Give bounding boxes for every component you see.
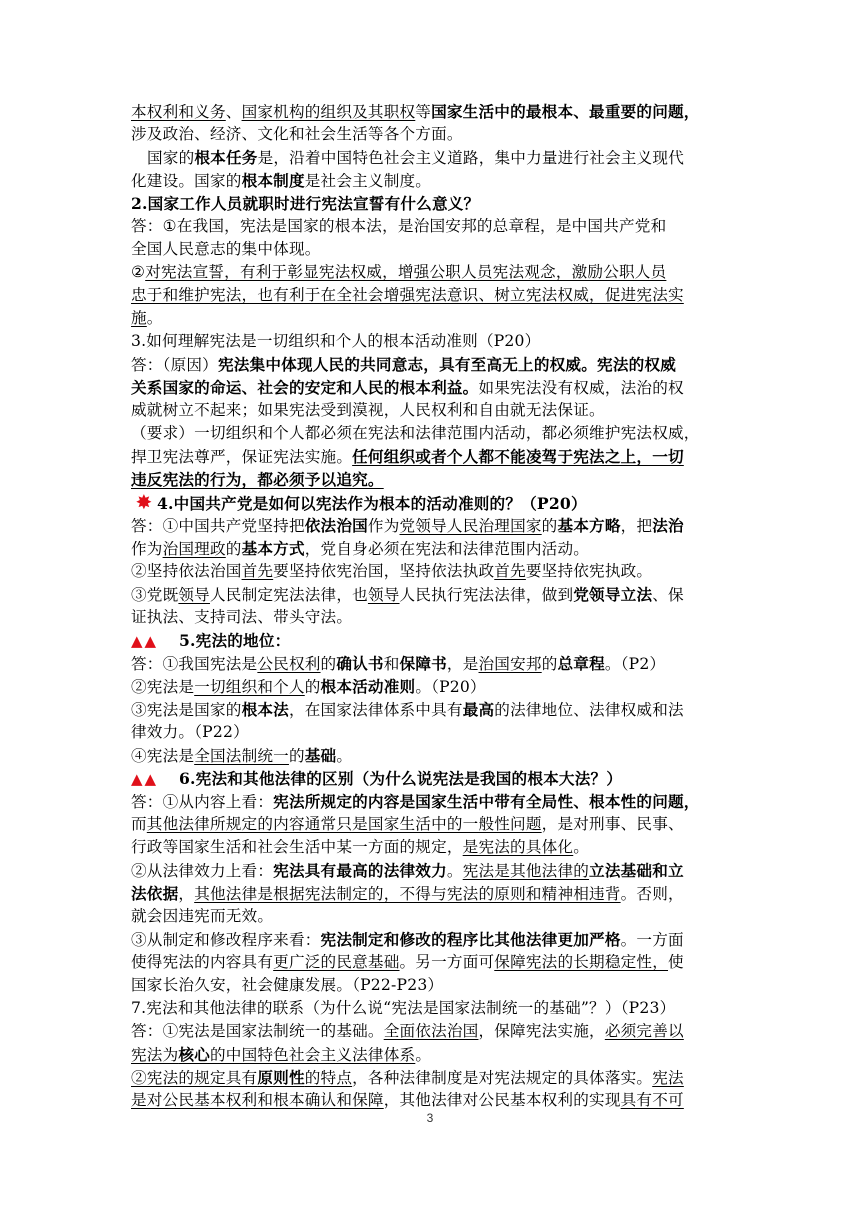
underlined-text: 党领导人民治理国家 — [399, 517, 542, 535]
text-line — [131, 606, 733, 629]
underlined-text: 保障宪法的长期稳定性， — [494, 953, 669, 971]
text-line — [131, 790, 733, 813]
bold-text: 法治 — [652, 516, 684, 535]
text-segment: 。 — [446, 862, 463, 880]
text-segment: ③从制定和修改程序来看： — [131, 931, 321, 949]
text-segment: ②坚持依法治国 — [131, 562, 242, 580]
text-segment: ， — [178, 885, 195, 903]
text-line — [131, 951, 733, 974]
text-line — [131, 905, 733, 928]
text-segment: 的 — [304, 678, 321, 696]
text-segment: 的法律地位、法律权威和法 — [494, 701, 684, 719]
text-segment: 化建设。国家的 — [131, 172, 242, 190]
text-segment: 。（P2） — [604, 655, 666, 673]
underlined-text: 是宪法的具体化 — [462, 838, 574, 856]
triangle-marker-icon: ▲▲ — [131, 770, 159, 788]
text-line — [131, 836, 733, 859]
underlined-text: 的特点 — [304, 1069, 353, 1087]
text-segment: 涉及政治、经济、文化和社会生活等各个方面。 — [131, 125, 463, 143]
text-segment: 。否则， — [620, 885, 684, 903]
text-line — [131, 744, 733, 767]
text-line — [131, 330, 733, 353]
text-line — [131, 238, 733, 261]
text-segment: 国家的 — [147, 149, 195, 167]
underlined-text: 任何组织或者个人都不能凌驾于宪法之上，一切 — [352, 447, 684, 466]
text-segment: 是，沿着中国特色社会主义道路，集中力量进行社会主义现代 — [257, 149, 685, 167]
underlined-text: 其他法律所规定的内容通常只是国家生活中的一般性问题 — [146, 815, 542, 833]
underlined-text: 治国理政 — [162, 540, 226, 558]
underlined-text: 其他法律是根据宪法制定的，不得与宪法的原则和精神相违背 — [194, 885, 621, 903]
text-line — [131, 353, 733, 376]
text-segment: 的 — [320, 655, 337, 673]
underlined-text: 对宪法宣誓，有利于彰显宪法权威，增强公职人员宪法观念，激励公职人员 — [145, 263, 667, 281]
text-segment: 作为 — [367, 517, 400, 535]
text-line — [131, 192, 733, 215]
text-segment: 捍卫宪法尊严，保证宪法实施。 — [131, 448, 353, 466]
text-line — [131, 146, 733, 169]
text-segment: 7.宪法和其他法律的联系（为什么说“宪法是国家法制统一的基础”？）（P23） — [131, 999, 676, 1017]
text-line — [131, 698, 733, 721]
underlined-text: 施 — [131, 309, 147, 327]
text-line — [131, 767, 733, 790]
underlined-text: 公民权利 — [257, 655, 321, 673]
underlined-text: 宪法是其他法律的 — [462, 862, 590, 880]
text-segment: 的 — [288, 747, 305, 765]
text-segment: 的 — [225, 540, 242, 558]
underlined-text: 首先 — [494, 562, 526, 580]
underlined-text: 更广泛的民意基础 — [273, 953, 400, 971]
underlined-text: ②宪法的规定具有 — [131, 1069, 258, 1087]
text-segment: 。 — [146, 309, 163, 327]
text-segment: 。（P20） — [415, 678, 486, 696]
underlined-text: 全国法制统一 — [194, 747, 289, 765]
triangle-marker-icon: ▲▲ — [131, 632, 159, 650]
text-segment: 国家长治久安，社会健康发展。（P22-P23） — [131, 976, 444, 994]
text-segment: ③宪法是国家的 — [131, 701, 242, 719]
text-segment: 的 — [541, 517, 558, 535]
text-segment: ，在国家法律体系中具有 — [288, 701, 463, 719]
star-icon: ✸ — [135, 490, 153, 514]
text-line — [131, 721, 733, 744]
text-segment: 。一方面 — [620, 931, 684, 949]
text-line — [131, 123, 733, 146]
underlined-text: 领导 — [178, 586, 210, 604]
bold-text: 基本方略 — [557, 516, 621, 535]
bold-text: 根本制度 — [241, 171, 305, 190]
bold-text: 根本任务 — [194, 148, 258, 167]
text-segment: 答：①中国共产党坚持把 — [131, 517, 305, 535]
underlined-text: 的中国特色社会主义法律体系 — [209, 1046, 416, 1064]
text-line — [131, 859, 733, 882]
bold-text: 2.国家工作人员就职时进行宪法宣誓有什么意义？ — [131, 194, 480, 213]
text-line — [131, 468, 733, 491]
text-segment: 作为 — [131, 540, 163, 558]
text-segment: 如果宪法没有权威，法治的权 — [478, 379, 684, 397]
text-segment: 和 — [383, 655, 400, 673]
text-segment: ，把 — [620, 517, 653, 535]
text-segment: 、 — [225, 103, 242, 121]
text-segment: 证执法、支持司法、带头守法。 — [131, 608, 353, 626]
text-line — [131, 169, 733, 192]
text-segment: 在我国，宪法是国家的根本法，是治国安邦的总章程，是中国共产党和 — [176, 217, 667, 235]
text-line — [131, 284, 733, 307]
text-segment: ，党自身必须在宪法和法律范围内活动。 — [304, 540, 590, 558]
text-segment: 人民制定宪法法律，也 — [209, 586, 368, 604]
text-segment: ，其他法律对公民基本权利的实现 — [383, 1091, 621, 1109]
text-line — [131, 813, 733, 836]
underlined-text: 本权利和义务 — [131, 103, 226, 121]
text-segment: 答： — [131, 217, 163, 235]
underlined-text: 国家机构的组织及其职权 — [241, 103, 416, 121]
text-segment: ② — [131, 263, 146, 281]
bold-text: 依法治国 — [304, 516, 368, 535]
text-line — [131, 629, 733, 652]
bold-text: 立法基础和立 — [589, 861, 684, 880]
underlined-text: 首先 — [241, 562, 274, 580]
text-line — [131, 261, 733, 284]
text-segment: 。另一方面可 — [399, 953, 495, 971]
text-line — [131, 215, 733, 238]
text-segment: ②宪法是 — [131, 678, 195, 696]
underlined-text: 必须完善以 — [604, 1022, 684, 1040]
underlined-text: 治国安邦 — [478, 655, 542, 673]
underlined-text: 全面依法治国 — [383, 1022, 479, 1040]
text-line — [131, 560, 733, 583]
bold-text: 最高 — [462, 700, 495, 719]
text-segment: 答：①从内容上看： — [131, 793, 274, 811]
text-line — [131, 882, 733, 905]
bold-text: 基础 — [304, 746, 337, 765]
text-segment: （要求）一切组织和个人都必须在宪法和法律范围内活动，都必须维护宪法权威， — [131, 424, 700, 442]
underlined-text: 具有不可 — [620, 1091, 684, 1109]
text-segment: 。 — [415, 1046, 432, 1064]
text-segment: ① — [162, 217, 177, 235]
bold-text: 国家生活中的最根本、最重要的问题， — [431, 102, 700, 121]
text-segment: 而 — [131, 815, 147, 833]
text-segment: ④宪法是 — [131, 747, 195, 765]
text-segment: 等 — [415, 103, 432, 121]
text-segment: 3.如何理解宪法是一切组织和个人的根本活动准则（P20） — [131, 332, 541, 350]
bold-text: 根本法 — [241, 700, 289, 719]
underlined-text: 忠于和维护宪法，也有利于在全社会增强宪法意识、树立宪法权威，促进宪法实 — [131, 286, 684, 304]
text-segment: 答：（原因） — [131, 356, 218, 374]
underlined-text: 原则性 — [257, 1068, 305, 1087]
underlined-text: 领导 — [367, 586, 400, 604]
text-segment: 是社会主义制度。 — [304, 172, 432, 190]
text-segment: 答：①我国宪法是 — [131, 655, 258, 673]
text-line — [131, 974, 733, 997]
text-segment: 使得宪法的内容具有 — [131, 953, 274, 971]
text-line — [131, 514, 733, 537]
text-segment: ②从法律效力上看： — [131, 862, 274, 880]
text-segment: 的 — [541, 655, 558, 673]
bold-text: 5.宪法的地位： — [179, 631, 291, 650]
text-line — [131, 537, 733, 560]
underlined-text: 核心 — [178, 1045, 210, 1064]
text-segment: 行政等国家生活和社会生活中某一方面的规定， — [131, 838, 463, 856]
page-number: 3 — [426, 1111, 434, 1125]
text-line — [131, 583, 733, 606]
bold-text: 宪法集中体现人民的共同意志，具有至高无上的权威。宪法的权威 — [217, 355, 676, 374]
text-line — [131, 1089, 733, 1112]
text-segment: 人民执行宪法法律，做到 — [399, 586, 574, 604]
bold-text: 根本活动准则 — [320, 677, 416, 696]
text-segment: ，保障宪法实施， — [478, 1022, 605, 1040]
text-line — [131, 399, 733, 422]
underlined-text: 宪法为 — [131, 1046, 179, 1064]
text-line — [131, 1043, 733, 1066]
bold-text: 基本方式 — [241, 539, 305, 558]
text-segment: ③党既 — [131, 586, 179, 604]
bold-text: 宪法制定和修改的程序比其他法律更加严格 — [320, 930, 621, 949]
text-line — [131, 652, 733, 675]
text-segment: 律效力。（P22） — [131, 723, 249, 741]
text-line — [131, 997, 733, 1020]
underlined-text: 一切组织和个人 — [194, 678, 305, 696]
bold-text: 6.宪法和其他法律的区别（为什么说宪法是我国的根本大法？） — [179, 769, 623, 788]
bold-text: 总章程 — [557, 654, 605, 673]
text-segment: ，是 — [446, 655, 479, 673]
bold-text: 确认书 — [336, 654, 384, 673]
text-segment: ，各种法律制度是对宪法规定的具体落实。 — [352, 1069, 653, 1087]
text-line — [131, 445, 733, 468]
text-segment: 、保 — [652, 586, 684, 604]
bold-text: 宪法具有最高的法律效力 — [273, 861, 447, 880]
text-line — [131, 100, 733, 123]
text-line — [131, 1020, 733, 1043]
bold-text: 保障书 — [399, 654, 447, 673]
text-segment: 。 — [336, 747, 353, 765]
bold-text: 4.中国共产党是如何以宪法作为根本的活动准则的？（P20） — [157, 494, 587, 513]
text-segment: 。 — [573, 838, 590, 856]
text-line — [131, 376, 733, 399]
bold-text: 法依据 — [131, 884, 179, 903]
text-segment: 使 — [668, 953, 684, 971]
bold-text: 宪法所规定的内容是国家生活中带有全局性、根本性的问题， — [273, 792, 700, 811]
text-segment: 答：①宪法是国家法制统一的基础。 — [131, 1022, 384, 1040]
underlined-text: 宪法 — [652, 1069, 684, 1087]
text-segment: 就会因违宪而无效。 — [131, 907, 274, 925]
underlined-text: 是对公民基本权利和根本确认和保障 — [131, 1091, 384, 1109]
document-body — [131, 100, 733, 1112]
text-line — [131, 307, 733, 330]
text-line — [131, 491, 733, 514]
text-segment: 全国人民意志的集中体现。 — [131, 240, 321, 258]
bold-text: 关系国家的命运、社会的安定和人民的根本利益。 — [131, 378, 479, 397]
bold-text: 党领导立法 — [573, 585, 653, 604]
text-line — [131, 928, 733, 951]
text-segment: 要坚持依宪治国，坚持依法执政 — [273, 562, 495, 580]
text-line — [131, 422, 733, 445]
text-line — [131, 1066, 733, 1089]
underlined-text: 违反宪法的行为，都必须予以追究。 — [131, 470, 384, 489]
text-segment: ，是对刑事、民事、 — [541, 815, 684, 833]
text-segment: 要坚持依宪执政。 — [525, 562, 653, 580]
text-segment: 威就树立不起来；如果宪法受到漠视，人民权利和自由就无法保证。 — [131, 401, 605, 419]
text-line — [131, 675, 733, 698]
